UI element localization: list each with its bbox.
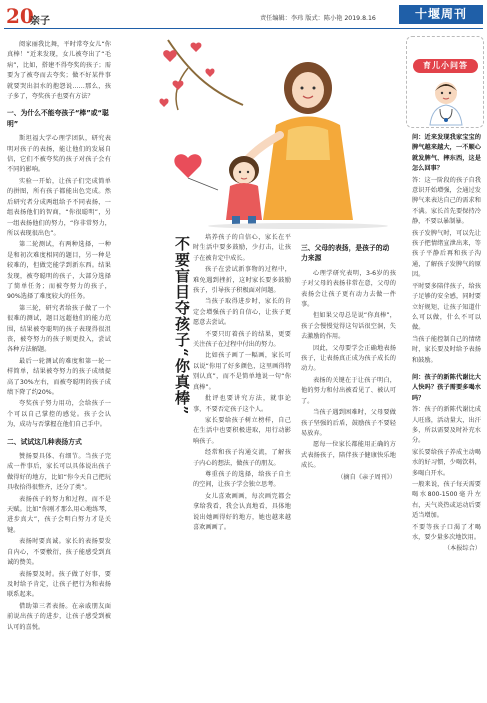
paragraph: 当孩子遇到困难时，父母要做孩子坚强的后盾，鼓励孩子不要轻易放弃。 <box>301 409 396 437</box>
paragraph: 阅家丽我比舞，平时常夸女儿“你真棒！”近来发现，女儿被夸出了“毛病”，比如，搭建不得夸奖的孩子；需要为了被夸而去夸奖；做不好某件事就要哭出泪水的抱怨说……那么，孩子多了，夸奖孩子也要有方法？ <box>7 41 111 101</box>
qa-answer: 答：孩子的新陈代谢比成人旺盛，活动量大，出汗多，所以需要及时补充水分。 <box>412 406 481 445</box>
editor-info: 责任编辑：李玮 版式：陈小艳 2019.8.16 <box>260 15 376 22</box>
qa-answer: 孩子发脾气时，可以先让孩子把情绪宣泄出来，等孩子平静后再和孩子沟通，了解孩子发脾气的原因。 <box>412 229 481 279</box>
qa-answer: 不要等孩子口渴了才喝水，要少量多次地饮用。 <box>412 523 481 542</box>
masthead-logo: 十堰周刊 <box>399 5 483 24</box>
paragraph: 不要只盯着孩子的结果，更要关注孩子在过程中付出的努力。 <box>193 330 291 349</box>
qa-answer: 答：这一阶段的孩子自我意识开始增强，会通过发脾气来表达自己的需求和不满。家长首先要保持冷静，不要以暴制暴。 <box>412 176 481 226</box>
article-source: （摘自《亲子周刊》） <box>337 473 396 481</box>
doctor-icon <box>420 75 472 127</box>
qa-box-title: 育儿小问答 <box>413 59 478 73</box>
paragraph: 第二轮测试，有两种选择，一种是和初次难度相同的题目，另一种是较难的，但做完能学到新东西。结果发现，被夸聪明的孩子，大部分选择了简单任务；而被夸努力的孩子，90%选择了难度较大的任务。 <box>7 241 111 301</box>
paragraph: 第三轮，研究者给孩子做了一个很难的测试，题目远超他们的能力范围，结果被夸聪明的孩子表现得很沮丧，被夸努力的孩子则更投入，尝试各种方法解题。 <box>7 304 111 354</box>
paragraph: 培养孩子的自信心，家长在平时生活中要多鼓励，少打击，让孩子在被肯定中成长。 <box>193 234 291 262</box>
paragraph: 经常和孩子沟通交流，了解孩子内心的想法，做孩子的朋友。 <box>193 449 291 467</box>
paragraph: 愿每一位家长都能用正确的方式表扬孩子，陪伴孩子健康快乐地成长。 <box>301 441 396 470</box>
section-heading: 一、为什么不能夸孩子“棒”或“聪明” <box>7 109 109 128</box>
paragraph: 表扬的关键在于让孩子明白，他的努力和付出被看见了、被认可了。 <box>301 376 396 405</box>
mother-child-illustration <box>148 30 403 230</box>
qa-source: （本报综合） <box>443 545 481 553</box>
paragraph: 夸奖孩子努力用功，会给孩子一个可以自己掌控的感觉。孩子会认为，成功与否掌握在他们自己手中。 <box>7 400 111 429</box>
article-column-2 <box>193 233 291 697</box>
paragraph: 孩子在尝试新事物的过程中，难免遇到挫折，这时家长要多鼓励孩子，引导孩子积极面对问题。 <box>193 266 291 295</box>
qa-column <box>412 133 481 697</box>
paragraph: 尊重孩子的选择，给孩子自主的空间，让孩子学会独立思考。 <box>193 470 291 489</box>
qa-answer: 一般来说，孩子每天需要喝水800-1500毫升左右，天气炎热或运动后要适当增加。 <box>412 481 481 520</box>
section-name: 亲子 <box>30 16 50 27</box>
qa-answer: 当孩子能控制自己的情绪时，家长要及时给予表扬和鼓励。 <box>412 335 481 364</box>
paragraph: 表扬孩子的努力和过程，而不是天赋。比如“你刚才那么用心地练琴，进步真大”，孩子会明白努力才是关键。 <box>7 495 111 534</box>
paragraph: 心理学研究表明，3-6岁的孩子对父母的表扬非常在意，父母的表扬会让孩子更有动力去做一件事。 <box>301 269 396 309</box>
paragraph: 因此，父母要学会正确地表扬孩子，让表扬真正成为孩子成长的动力。 <box>301 344 396 373</box>
paragraph: 最后一轮测试的难度和第一轮一样简单，结果被夸努力的孩子成绩提高了30%左右，而被夸聪明的孩子成绩下降了约20%。 <box>7 357 111 396</box>
section-heading: 二、试试这几种表扬方式 <box>7 437 82 446</box>
paragraph: 表扬时要真诚。家长的表扬要发自内心，不要敷衍，孩子能感受到真诚的赞美。 <box>7 538 111 567</box>
article-column-3 <box>301 237 396 697</box>
header-divider <box>4 28 483 29</box>
page-number: 20 <box>6 4 34 28</box>
article-column-1 <box>7 40 111 697</box>
article-headline: 不要盲目夺孩子“你真棒” <box>173 236 191 416</box>
paragraph: 赞扬要具体、有细节。当孩子完成一件事后，家长可以具体说出孩子做得好的地方，比如“你今天自己把玩具收拾得很整齐，还分了类”。 <box>7 453 111 492</box>
paragraph: 女儿喜欢画画，每次画完都会拿给我看，我会认真地看，具体地说出她画得好的地方，她也越来越喜欢画画了。 <box>193 492 291 531</box>
qa-question: 问：孩子的新陈代谢比大人快吗？孩子需要多喝水吗？ <box>412 373 481 402</box>
paragraph: 斯坦福大学心理学团队，研究表明对孩子的表扬，能让他们的发展自信，它们不被夸奖的孩子对孩子会有不同的影响。 <box>7 135 111 174</box>
paragraph: 家长要给孩子树立榜样，自己在生活中也要积极进取，用行动影响孩子。 <box>193 416 291 445</box>
paragraph: 批评也要讲究方法，就事论事，不要否定孩子这个人。 <box>193 395 291 413</box>
paragraph: 当孩子取得进步时，家长的肯定会增强孩子的自信心，让孩子更愿意去尝试。 <box>193 298 291 327</box>
section-heading: 三、父母的表扬，是孩子的动力来源 <box>301 244 390 263</box>
qa-question: 问：近来发现我家宝宝的脾气越来越大，一不顺心就发脾气、摔东西，这是怎么回事？ <box>412 134 481 173</box>
paragraph: 但如果父母总是说“你真棒”，孩子会慢慢觉得这句话很空洞，失去激励的作用。 <box>301 312 396 341</box>
qa-answer: 家长要给孩子养成主动喝水的好习惯，少喝饮料，多喝白开水。 <box>412 448 481 477</box>
paragraph: 实验一开始，让孩子们完成简单的拼图，所有孩子都能出色完成。然后研究者分成两组给予不同表扬，一组表扬他们的智商，“你很聪明”，另一组表扬他们的努力，“你非常努力，所以表现很出色”。 <box>7 177 111 237</box>
qa-answer: 平时要多陪伴孩子，给孩子足够的安全感，同时要立好规矩，让孩子知道什么可以做，什么不可以做。 <box>412 282 481 332</box>
paragraph: 比如孩子画了一幅画，家长可以说“你用了好多颜色，这里画得特别认真”，而不是简单地说一句“你真棒”。 <box>193 352 291 391</box>
paragraph: 借助第三者表扬。在亲戚朋友面前说出孩子的进步，让孩子感受到被认可的喜悦。 <box>7 602 111 631</box>
paragraph: 表扬要及时。孩子做了好事，要及时给予肯定，让孩子把行为和表扬联系起来。 <box>7 570 111 599</box>
